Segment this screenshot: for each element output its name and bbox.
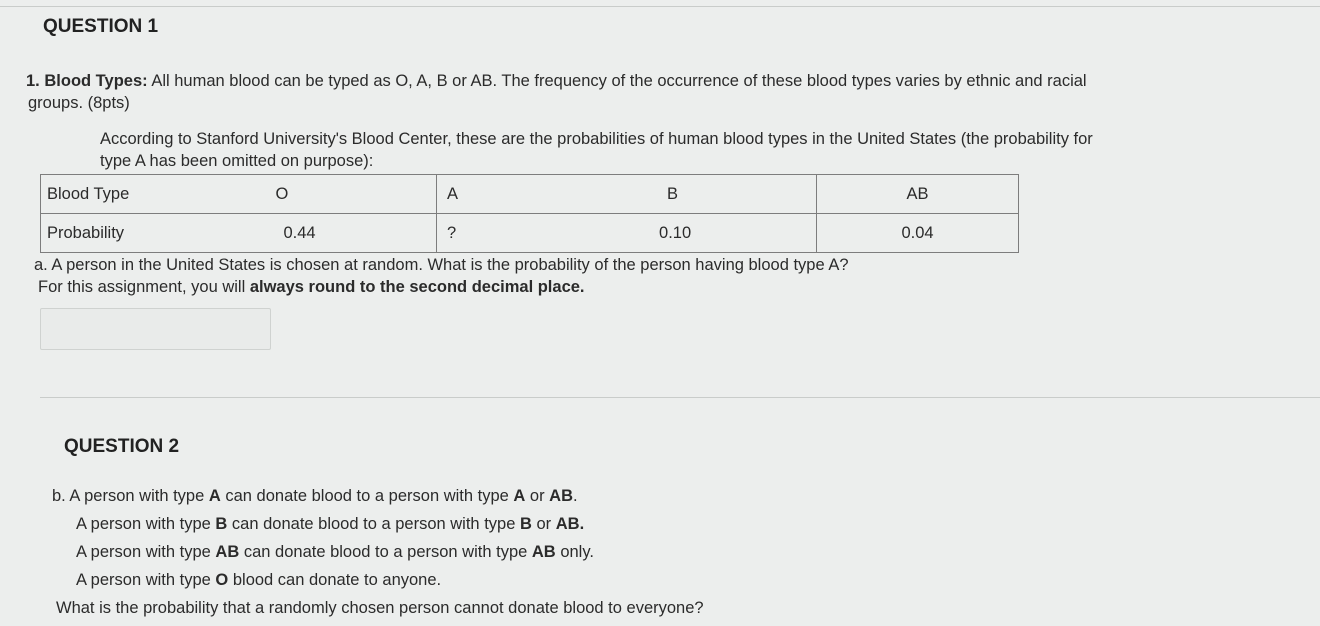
type-b: B xyxy=(215,515,228,533)
blood-type-label: Blood Type xyxy=(47,184,130,203)
prob-cell-left xyxy=(41,214,437,253)
type-o: O xyxy=(215,571,229,589)
prob-cell-a-b xyxy=(437,214,817,253)
question-title: Blood Types: xyxy=(44,72,148,90)
line-text: A person with type xyxy=(76,515,216,533)
intro-text: All human blood can be typed as O, A, B or AB. The frequency of the occurrence of these blood types varies by ethnic and racial xyxy=(151,72,1087,90)
type-ab: AB xyxy=(531,543,556,561)
question-divider xyxy=(40,397,1320,398)
header-cell-a-b xyxy=(437,175,817,214)
line-text: A person with type xyxy=(76,571,216,589)
header-b: B xyxy=(667,185,679,203)
line-text: only. xyxy=(555,543,594,561)
line-text: b. A person with type xyxy=(52,487,209,505)
question-2-heading: QUESTION 2 xyxy=(64,436,180,457)
line-text: or xyxy=(525,487,550,505)
question-number: 1. xyxy=(26,72,40,90)
line-text: can donate blood to a person with type xyxy=(220,487,514,505)
header-cell-blood-type xyxy=(41,175,437,214)
type-ab: AB xyxy=(549,487,574,505)
line-text: or xyxy=(531,515,556,533)
type-ab: AB xyxy=(215,543,240,561)
type-b: B xyxy=(519,515,532,533)
prob-ab: 0.04 xyxy=(817,214,1019,253)
part-a-instruction xyxy=(38,276,585,298)
question-1-intro-line2: groups. (8pts) xyxy=(28,94,130,112)
part-b-line1 xyxy=(52,485,578,507)
answer-input[interactable] xyxy=(40,308,271,350)
type-a: A xyxy=(513,487,526,505)
line-text: . xyxy=(573,487,578,505)
probability-label: Probability xyxy=(47,223,125,242)
question-1-intro-line1 xyxy=(26,70,1087,92)
blood-type-table xyxy=(40,174,1019,253)
top-divider xyxy=(0,6,1320,7)
part-b-line3 xyxy=(76,541,594,563)
part-b-question: What is the probability that a randomly chosen person cannot donate blood to everyone? xyxy=(56,599,704,617)
line-text: can donate blood to a person with type xyxy=(227,515,520,533)
header-a: A xyxy=(447,185,459,203)
prob-b: 0.10 xyxy=(659,224,692,242)
instruction-text: For this assignment, you will xyxy=(38,278,250,296)
part-a-question: a. A person in the United States is chosen at random. What is the probability of the person having blood type A? xyxy=(34,256,849,274)
type-ab: AB. xyxy=(555,515,585,533)
prob-o: 0.44 xyxy=(283,223,316,242)
type-a: A xyxy=(208,487,221,505)
context-line1: According to Stanford University's Blood Center, these are the probabilities of human blood types in the United States (the probability for xyxy=(100,130,1093,148)
part-b-line4 xyxy=(76,569,441,591)
instruction-bold: always round to the second decimal place. xyxy=(249,278,585,296)
line-text: blood can donate to anyone. xyxy=(228,571,442,589)
table-header-row xyxy=(41,175,1019,214)
header-o: O xyxy=(275,184,289,203)
header-ab: AB xyxy=(817,175,1019,214)
line-text: can donate blood to a person with type xyxy=(239,543,532,561)
question-1-heading: QUESTION 1 xyxy=(43,16,159,37)
context-line2: type A has been omitted on purpose): xyxy=(100,152,374,170)
table-probability-row xyxy=(41,214,1019,253)
prob-a: ? xyxy=(447,224,457,242)
line-text: A person with type xyxy=(76,543,216,561)
part-b-line2 xyxy=(76,513,584,535)
